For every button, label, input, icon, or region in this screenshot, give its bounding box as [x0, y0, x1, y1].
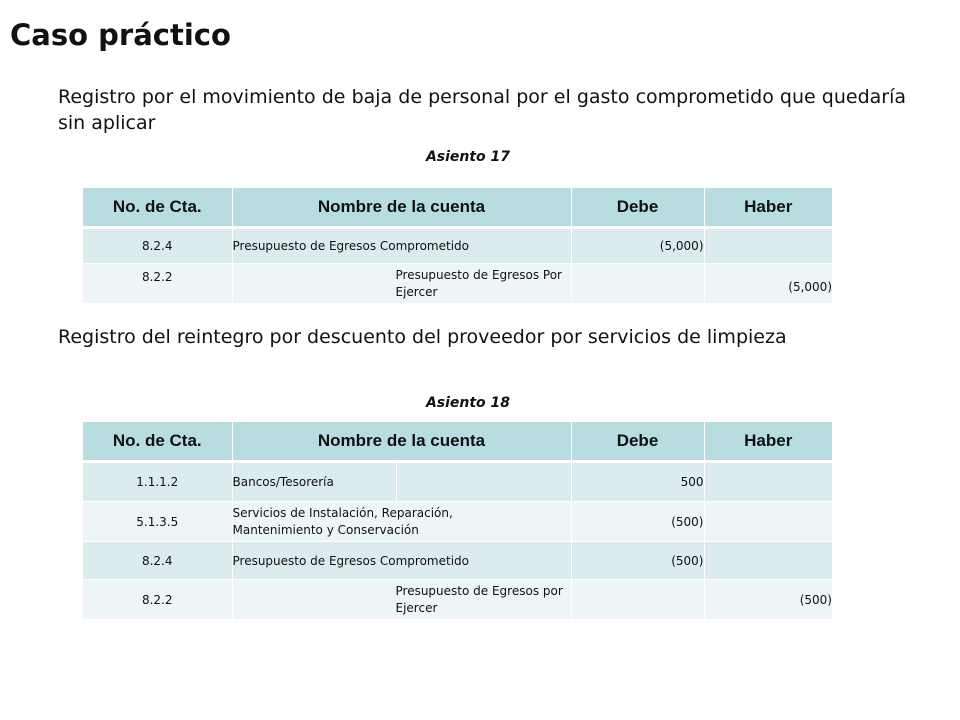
header-debe: Debe: [571, 188, 704, 228]
table-row: [83, 264, 832, 304]
table-row: [83, 462, 832, 502]
section2-description: Registro del reintegro por descuento del proveedor por servicios de limpieza: [58, 326, 787, 348]
cell-nombre: Servicios de Instalación, Reparación, Mantenimiento y Conservación: [232, 502, 571, 542]
cell-haber: [704, 228, 832, 264]
cell-nombre: [232, 462, 571, 502]
cell-haber: (500): [704, 580, 832, 620]
cell-cta: 8.2.4: [83, 228, 232, 264]
table-row: [83, 542, 832, 580]
header-nombre: Nombre de la cuenta: [232, 422, 571, 462]
asiento-18-table: [83, 422, 832, 620]
header-debe: Debe: [571, 422, 704, 462]
cell-nombre: Presupuesto de Egresos Comprometido: [232, 228, 571, 264]
header-cta: No. de Cta.: [83, 422, 232, 462]
cell-debe: [571, 264, 704, 304]
table-row: [83, 502, 832, 542]
section1-description: Registro por el movimiento de baja de personal por el gasto comprometido que quedaría sin aplicar: [58, 86, 906, 134]
header-haber: Haber: [704, 422, 832, 462]
cell-haber: [704, 462, 832, 502]
cell-haber: [704, 542, 832, 580]
cell-debe: (500): [571, 542, 704, 580]
header-nombre: Nombre de la cuenta: [232, 188, 571, 228]
cell-debe: 500: [571, 462, 704, 502]
cell-debe: [571, 580, 704, 620]
cell-haber: (5,000): [704, 264, 832, 304]
cell-cta: 1.1.1.2: [83, 462, 232, 502]
asiento-17-table: [83, 188, 832, 304]
cell-cta: 5.1.3.5: [83, 502, 232, 542]
header-haber: Haber: [704, 188, 832, 228]
cell-nombre-text: Bancos/Tesorería: [233, 463, 397, 501]
section1-asiento-label: Asiento 17: [425, 149, 511, 165]
section2-asiento-label: Asiento 18: [425, 395, 511, 411]
cell-cta: 8.2.2: [83, 580, 232, 620]
cell-cta: 8.2.4: [83, 542, 232, 580]
table-header-row: [83, 422, 832, 462]
cell-nombre: Presupuesto de Egresos Comprometido: [232, 542, 571, 580]
table-row: [83, 580, 832, 620]
page-title: Caso práctico: [10, 18, 231, 52]
table-row: [83, 228, 832, 264]
cell-nombre: Presupuesto de Egresos por Ejercer: [232, 580, 571, 620]
cell-nombre: Presupuesto de Egresos Por Ejercer: [232, 264, 571, 304]
cell-debe: (5,000): [571, 228, 704, 264]
table-header-row: [83, 188, 832, 228]
cell-debe: (500): [571, 502, 704, 542]
cell-cta: 8.2.2: [83, 264, 232, 304]
cell-haber: [704, 502, 832, 542]
header-cta: No. de Cta.: [83, 188, 232, 228]
